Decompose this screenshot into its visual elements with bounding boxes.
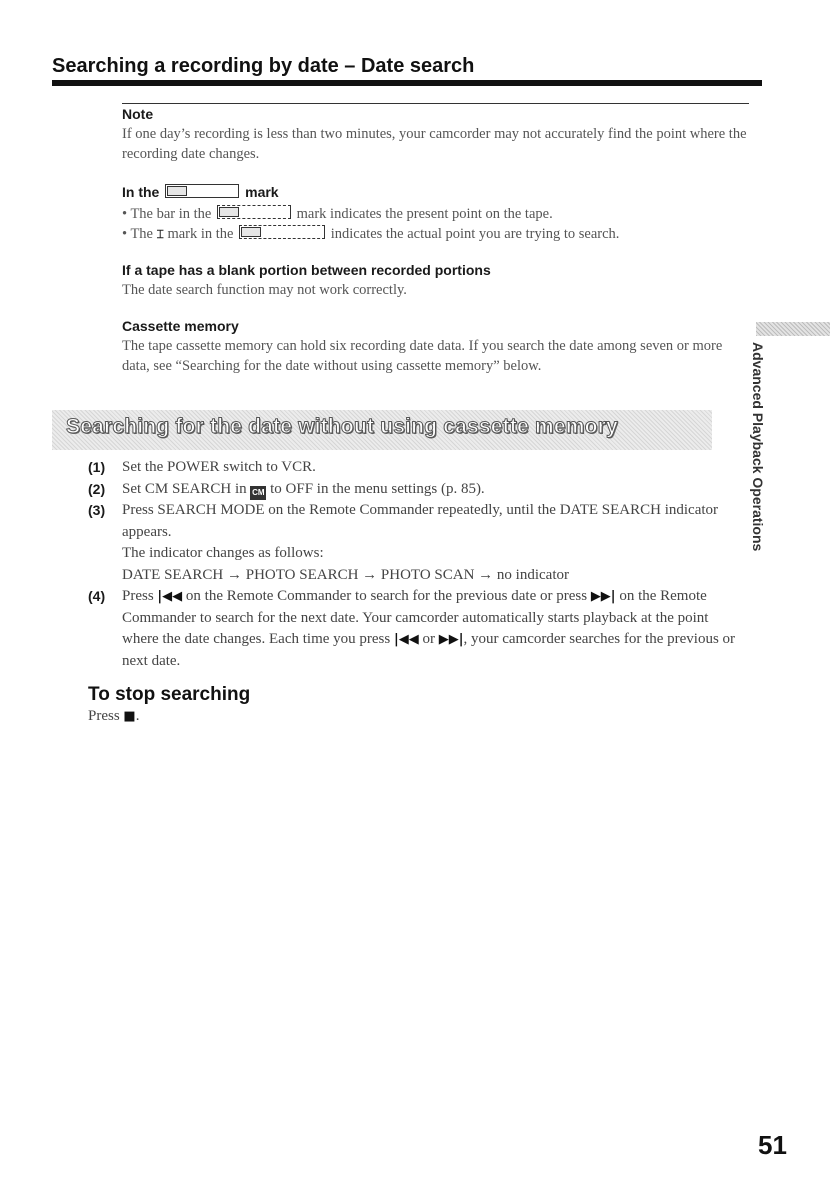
cassette-text: The tape cassette memory can hold six recording date data. If you search the date among seven or more data, see “Searching for the date without using cassette memory” below. (122, 338, 723, 374)
mark-bullet-1 (122, 204, 749, 224)
stop-heading: To stop searching (88, 684, 251, 705)
page-title: Searching a recording by date – Date search (52, 55, 475, 77)
step-text-c: on the Remote Commander to search for the next date. Your camcorder automatically starts playback at the point where the date changes. Each time you press (122, 588, 709, 647)
tape-position-mark-icon (217, 205, 291, 219)
step-number: (3) (88, 502, 106, 518)
cassette-memory-icon: CM (250, 486, 266, 500)
next-icon: ▶▶| (438, 632, 464, 647)
stop-text-pre: Press (88, 708, 120, 724)
step-number: (4) (88, 588, 106, 604)
step-2 (88, 479, 748, 501)
tape-position-mark-icon (165, 184, 239, 198)
blank-heading: If a tape has a blank portion between recorded portions (122, 262, 491, 278)
step-text-line3: DATE SEARCH → PHOTO SEARCH → PHOTO SCAN → no indicator (122, 566, 569, 583)
step-3 (88, 500, 748, 586)
steps-list (88, 457, 748, 672)
mark-heading-pre: In the (122, 184, 160, 200)
bullet1-pre: • The bar in the (122, 206, 212, 222)
previous-icon: |◀◀ (393, 632, 419, 647)
step-number: (1) (88, 459, 106, 475)
bullet1-post: mark indicates the present point on the tape. (296, 206, 553, 222)
blank-text: The date search function may not work correctly. (122, 282, 407, 298)
step-text-d: or (422, 631, 435, 647)
step-text: Set the POWER switch to VCR. (122, 459, 316, 475)
step-text-a: Press (122, 588, 154, 604)
section-divider (122, 103, 749, 104)
banner-title: Searching for the date without using cassette memory (66, 415, 618, 438)
step-1 (88, 457, 748, 479)
mark-heading (122, 184, 749, 200)
side-section-label: Advanced Playback Operations (750, 342, 766, 552)
previous-icon: |◀◀ (157, 589, 183, 604)
note-heading: Note (122, 106, 154, 122)
cassette-memory-block (122, 318, 749, 376)
note-block (122, 106, 749, 164)
step-number: (2) (88, 480, 106, 497)
bullet2-a: • The (122, 226, 153, 242)
note-text: If one day’s recording is less than two minutes, your camcorder may not accurately find the point where the recording date changes. (122, 126, 747, 162)
mark-bullet-2 (122, 224, 749, 244)
blank-portion-block (122, 262, 749, 300)
step-text-pre: Set CM SEARCH in (122, 480, 247, 497)
step-text-b: on the Remote Commander to search for the previous date or press (185, 588, 588, 604)
step-text-e: , your camcorder searches for the previous or next date. (122, 631, 736, 669)
stop-text (88, 708, 139, 725)
stop-text-post: . (135, 708, 140, 724)
mark-block (122, 184, 749, 244)
section-banner (52, 410, 712, 450)
step-text: Press SEARCH MODE on the Remote Commander repeatedly, until the DATE SEARCH indicator appears. (122, 502, 719, 540)
side-tab-marker (756, 322, 830, 336)
page-number: 51 (758, 1130, 787, 1160)
step-text-post: to OFF in the menu settings (p. 85). (270, 480, 485, 497)
tape-position-mark-icon (239, 225, 325, 239)
mark-heading-post: mark (245, 184, 279, 200)
bullet2-c: indicates the actual point you are trying to search. (330, 226, 620, 242)
step-text-line2: The indicator changes as follows: (122, 545, 324, 561)
stop-icon: ■ (123, 709, 136, 724)
bullet2-b: mark in the (167, 226, 234, 242)
title-rule (52, 80, 762, 86)
next-icon: ▶▶| (590, 589, 616, 604)
search-cursor-icon: ⌶ (156, 227, 164, 241)
step-4 (88, 586, 748, 672)
cassette-heading: Cassette memory (122, 318, 239, 334)
